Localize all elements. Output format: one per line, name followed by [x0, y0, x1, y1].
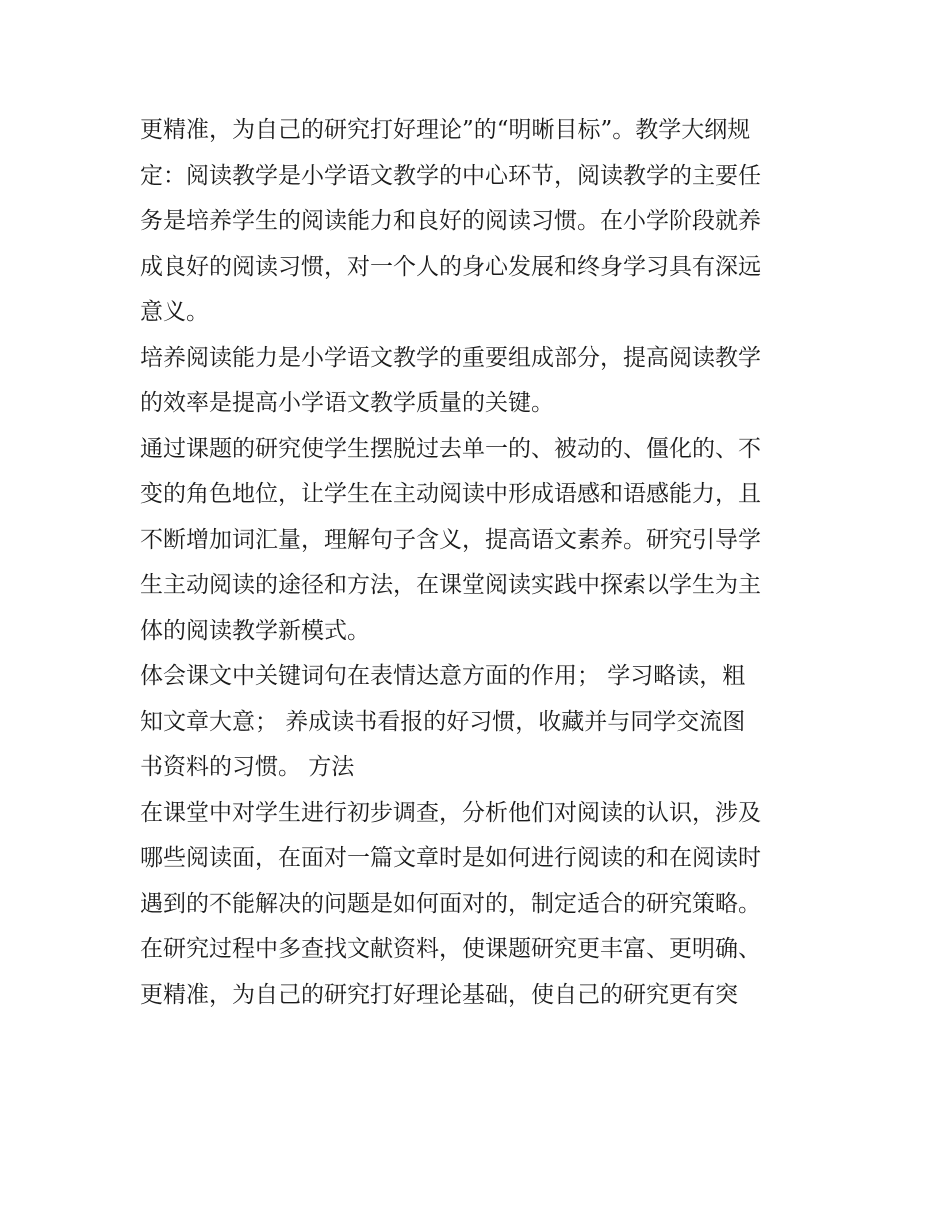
text-line: 哪些阅读面，在面对一篇文章时是如何进行阅读的和在阅读时	[140, 845, 761, 871]
text-line: 更精准，为自己的研究打好理论基础，使自己的研究更有突	[140, 981, 738, 1008]
text-line: 遇到的不能解决的问题是如何面对的，制定适合的研究策略。	[140, 890, 761, 917]
text-line: 在研究过程中多查找文献资料，使课题研究更丰富、更明确、	[140, 936, 761, 962]
text-line: 成良好的阅读习惯，对一个人的身心发展和终身学习具有深远	[140, 253, 761, 280]
text-line: 书资料的习惯。 方法	[140, 754, 355, 780]
text-line: 通过课题的研究使学生摆脱过去单一的、被动的、僵化的、不	[140, 435, 761, 462]
text-line: 变的角色地位，让学生在主动阅读中形成语感和语感能力，且	[140, 481, 761, 507]
text-line: 在课堂中对学生进行初步调查，分析他们对阅读的认识，涉及	[140, 799, 761, 826]
text-line: 生主动阅读的途径和方法，在课堂阅读实践中探索以学生为主	[140, 572, 761, 598]
text-line: 意义。	[140, 299, 209, 325]
text-line: 更精准，为自己的研究打好理论”的“明晰目标”。教学大纲规	[140, 117, 751, 143]
text-line: 的效率是提高小学语文教学质量的关键。	[140, 390, 554, 416]
body-text	[140, 108, 820, 1018]
text-line: 不断增加词汇量，理解句子含义，提高语文素养。研究引导学	[140, 526, 761, 553]
text-line: 培养阅读能力是小学语文教学的重要组成部分，提高阅读教学	[140, 344, 761, 371]
text-line: 体的阅读教学新模式。	[140, 617, 370, 644]
text-line: 知文章大意； 养成读书看报的好习惯，收藏并与同学交流图	[140, 708, 746, 735]
text-line: 务是培养学生的阅读能力和良好的阅读习惯。在小学阶段就养	[140, 208, 761, 234]
text-line: 定：阅读教学是小学语文教学的中心环节，阅读教学的主要任	[140, 162, 761, 189]
text-line: 体会课文中关键词句在表情达意方面的作用； 学习略读，粗	[140, 663, 746, 689]
